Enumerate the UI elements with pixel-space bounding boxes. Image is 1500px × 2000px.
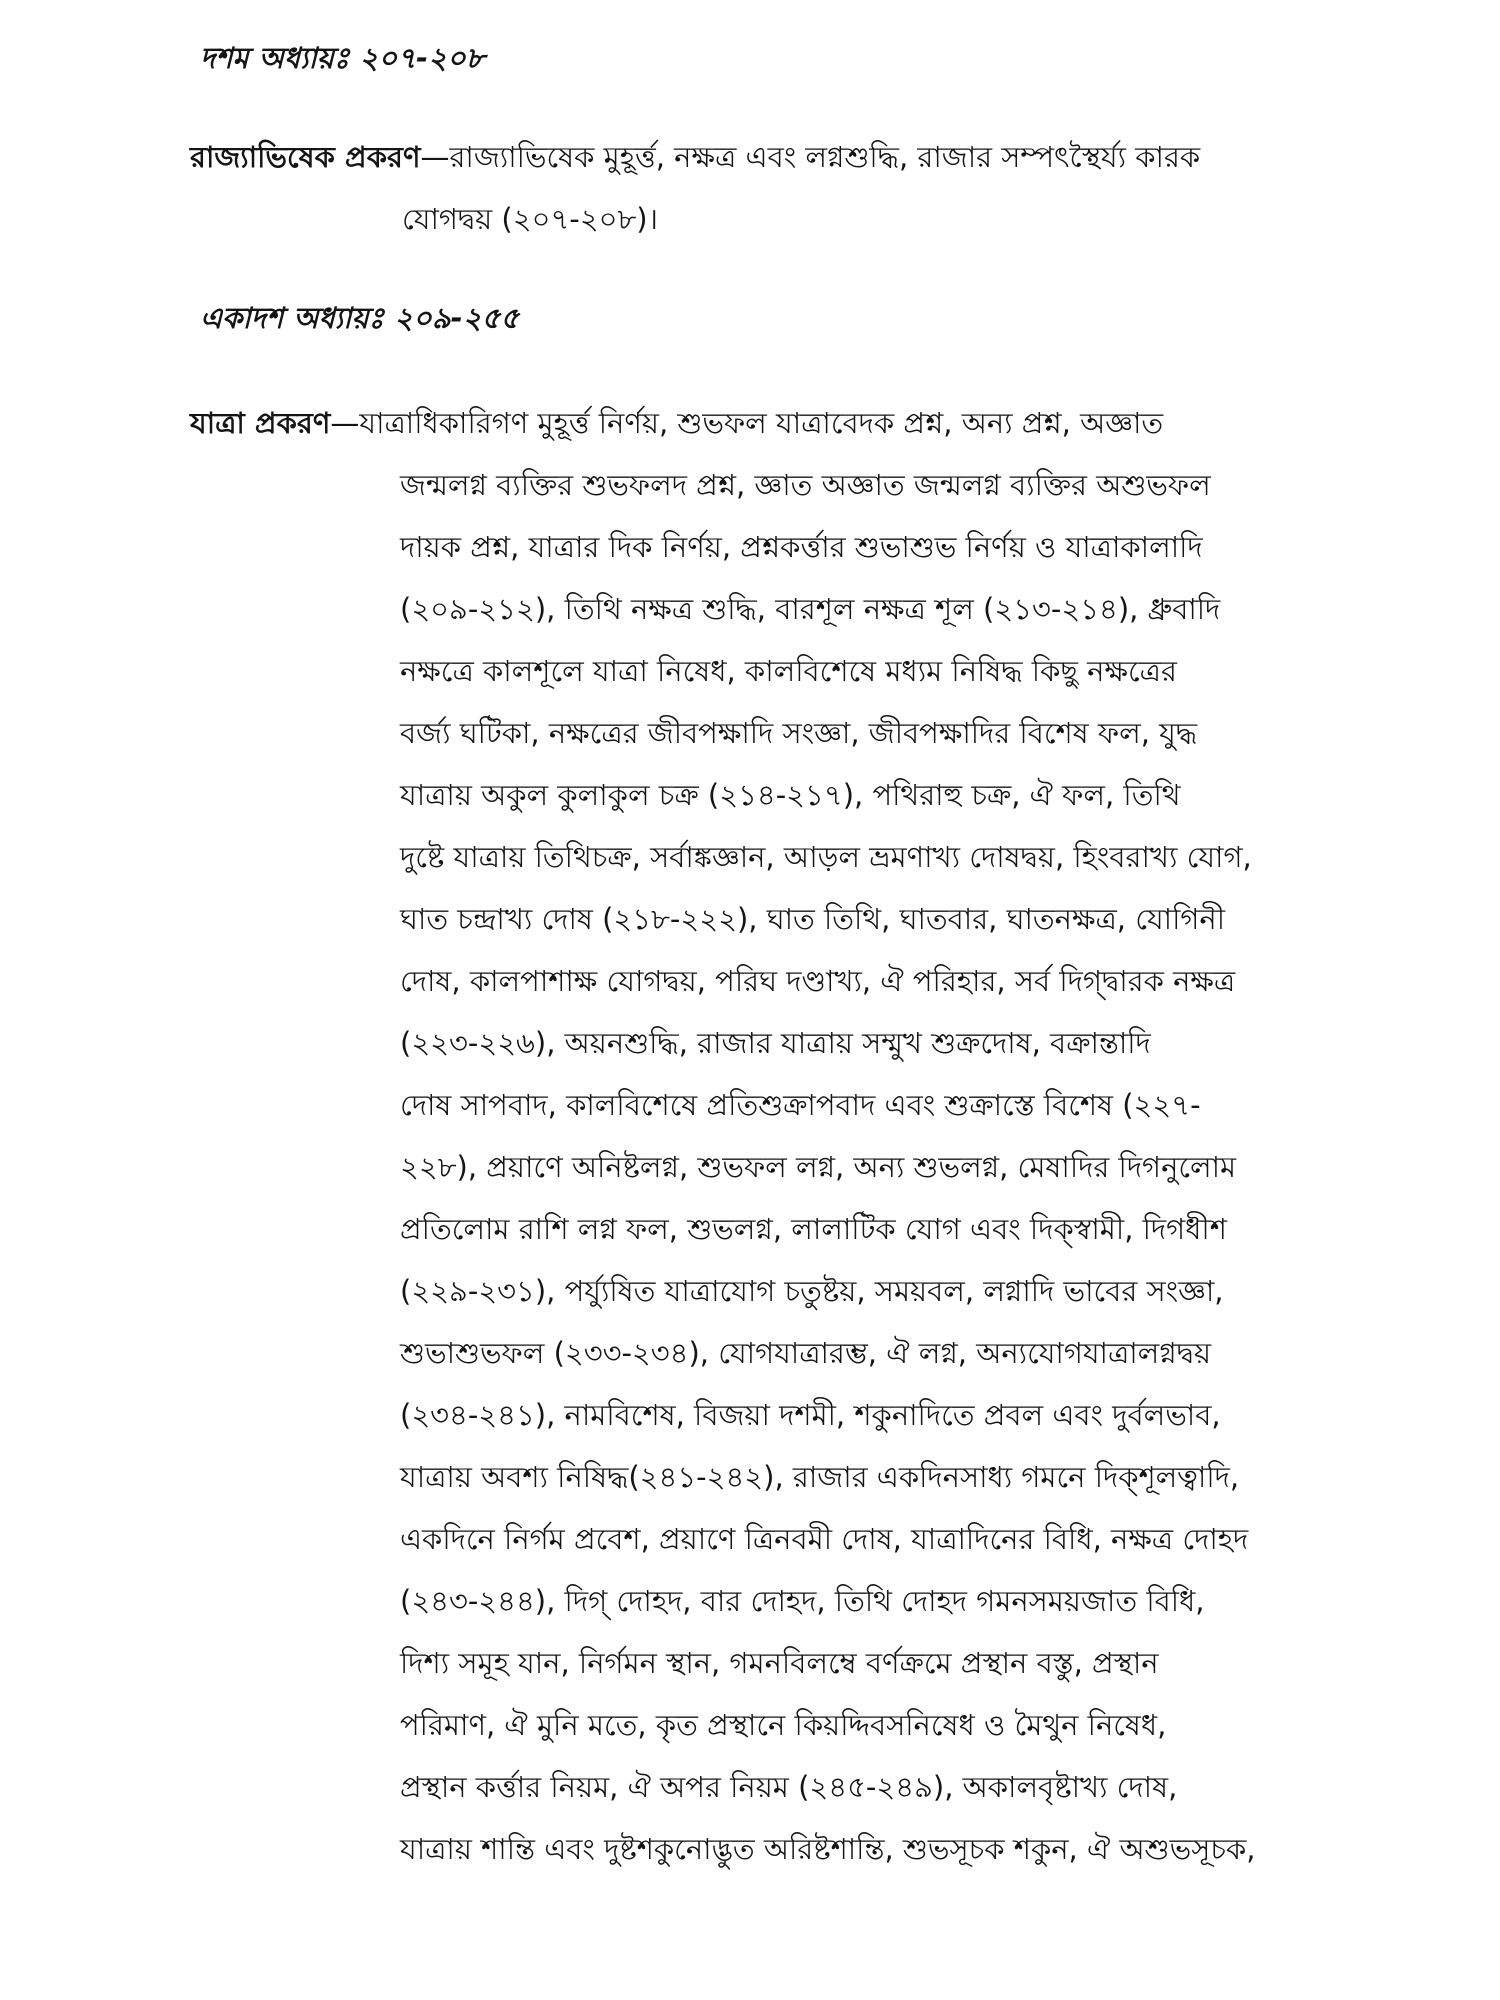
section-line: (২২৯-২৩১), পর্য্যুষিত যাত্রাযোগ চতুষ্টয়, সময়বল, লগ্নাদি ভাবের সংজ্ঞা, <box>400 1274 1224 1308</box>
section-line: (২২৩-২২৬), অয়নশুদ্ধি, রাজার যাত্রায় সম্মুখ শুক্রদোষ, বক্রান্তাদি <box>400 1026 1151 1060</box>
chapter-10-heading: দশম অধ্যায়ঃ ২০৭-২০৮ <box>200 41 485 75</box>
section-yatra <box>190 392 1350 1942</box>
section-line: যাত্রায় শান্তি এবং দুষ্টশকুনোদ্ভুত অরিষ্টশান্তি, শুভসূচক শকুন, ঐ অশুভসূচক, <box>400 1832 1256 1866</box>
chapter-11-heading: একাদশ অধ্যায়ঃ ২০৯-২৫৫ <box>200 301 520 335</box>
section-line: দিশ্য সমূহ যান, নির্গমন স্থান, গমনবিলম্বে বর্ণক্রমে প্রস্থান বস্তু, প্রস্থান <box>400 1646 1159 1680</box>
section-line: (২৪৩-২৪৪), দিগ্ দোহদ, বার দোহদ, তিথি দোহদ গমনসময়জাত বিধি, <box>400 1584 1205 1618</box>
section-line: ঘাত চন্দ্রাখ্য দোষ (২১৮-২২২), ঘাত তিথি, ঘাতবার, ঘাতনক্ষত্র, যোগিনী <box>400 902 1226 936</box>
section-line: যাত্রায় অবশ্য নিষিদ্ধ(২৪১-২৪২), রাজার একদিনসাধ্য গমনে দিক্‌শূলত্বাদি, <box>400 1460 1240 1494</box>
section-line: শুভাশুভফল (২৩৩-২৩৪), যোগযাত্রারম্ভ, ঐ লগ্ন, অন্যযোগযাত্রালগ্নদ্বয় <box>400 1336 1212 1370</box>
section-line: দোষ, কালপাশাক্ষ যোগদ্বয়, পরিঘ দণ্ডাখ্য, ঐ পরিহার, সর্ব দিগ্‌দ্বারক নক্ষত্র <box>400 964 1236 998</box>
section-line: দায়ক প্রশ্ন, যাত্রার দিক নির্ণয়, প্রশ্নকর্ত্তার শুভাশুভ নির্ণয় ও যাত্রাকালাদি <box>400 530 1203 564</box>
section-term: রাজ্যাভিষেক প্রকরণ <box>190 140 421 174</box>
section-line: (২৩৪-২৪১), নামবিশেষ, বিজয়া দশমী, শকুনাদিতে প্রবল এবং দুর্বলভাব, <box>400 1398 1221 1432</box>
section-line: দুষ্টে যাত্রায় তিথিচক্র, সর্বাঙ্কজ্ঞান, আড়ল ভ্রমণাখ্য দোষদ্বয়, হিংবরাখ্য যোগ, <box>400 840 1252 874</box>
section-line: একদিনে নির্গম প্রবেশ, প্রয়াণে ত্রিনবমী দোষ, যাত্রাদিনের বিধি, নক্ষত্র দোহদ <box>400 1522 1249 1556</box>
section-line: পরিমাণ, ঐ মুনি মতে, কৃত প্রস্থানে কিয়দ্দিবসনিষেধ ও মৈথুন নিষেধ, <box>400 1708 1167 1742</box>
section-term: যাত্রা প্রকরণ <box>190 406 331 440</box>
section-line: বর্জ্য ঘটিকা, নক্ষত্রের জীবপক্ষাদি সংজ্ঞা, জীবপক্ষাদির বিশেষ ফল, যুদ্ধ <box>400 716 1198 750</box>
section-first-line <box>190 126 1350 188</box>
section-line-text: —যাত্রাধিকারিগণ মুহূর্ত্ত নির্ণয়, শুভফল যাত্রাবেদক প্রশ্ন, অন্য প্রশ্ন, অজ্ঞাত <box>330 406 1164 440</box>
section-line: প্রস্থান কর্ত্তার নিয়ম, ঐ অপর নিয়ম (২৪৫-২৪৯), অকালবৃষ্টাখ্য দোষ, <box>400 1770 1178 1804</box>
section-first-line <box>190 392 1350 454</box>
section-line: যোগদ্বয় (২০৭-২০৮)। <box>402 202 658 236</box>
section-line: জন্মলগ্ন ব্যক্তির শুভফলদ প্রশ্ন, জ্ঞাত অজ্ঞাত জন্মলগ্ন ব্যক্তির অশুভফল <box>400 468 1211 502</box>
section-line: প্রতিলোম রাশি লগ্ন ফল, শুভলগ্ন, লালাটিক যোগ এবং দিক্‌স্বামী, দিগধীশ <box>400 1212 1227 1246</box>
section-line-text: —রাজ্যাভিষেক মুহূর্ত্ত, নক্ষত্র এবং লগ্নশুদ্ধি, রাজার সম্পৎস্থৈর্য্য কারক <box>420 140 1201 174</box>
section-line <box>400 1880 1350 1942</box>
section-line: যাত্রায় অকুল কুলাকুল চক্র (২১৪-২১৭), পথিরাহু চক্র, ঐ ফল, তিথি <box>400 778 1181 812</box>
section-line: নক্ষত্রে কালশূলে যাত্রা নিষেধ, কালবিশেষে মধ্যম নিষিদ্ধ কিছু নক্ষত্রের <box>400 654 1177 688</box>
section-line: ২২৮), প্রয়াণে অনিষ্টলগ্ন, শুভফল লগ্ন, অন্য শুভলগ্ন, মেষাদির দিগনুলোম <box>400 1150 1237 1184</box>
section-line: (২০৯-২১২), তিথি নক্ষত্র শুদ্ধি, বারশূল নক্ষত্র শূল (২১৩-২১৪), ধ্রুবাদি <box>400 592 1221 626</box>
section-rajyabhishek <box>190 126 1350 250</box>
section-line: দোষ সাপবাদ, কালবিশেষে প্রতিশুক্রাপবাদ এবং শুক্রাস্তে বিশেষ (২২৭- <box>400 1088 1201 1122</box>
